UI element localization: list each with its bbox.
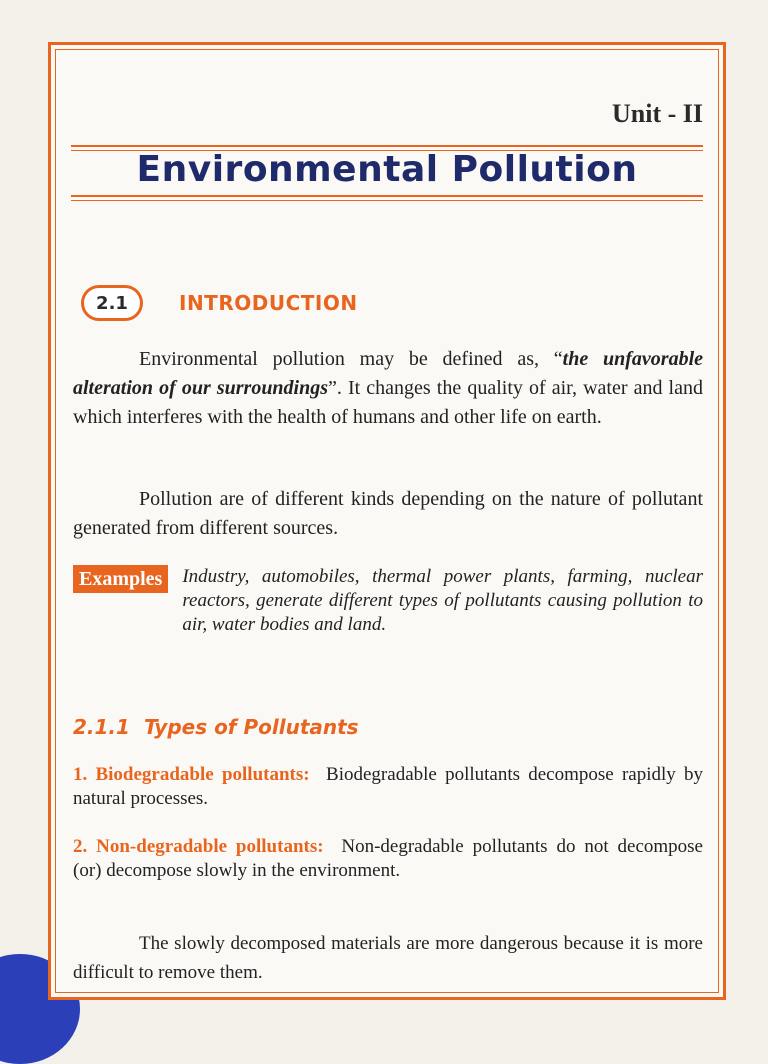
title-rule-bottom-thin (71, 200, 703, 201)
intro-text-after: ”. It changes the quality of air, water and land which interferes with the health of humans and other life on earth. (73, 377, 703, 428)
unit-label: Unit - II (611, 99, 703, 128)
kinds-text: Pollution are of different kinds depending on the nature of pollutant generated from different sources. (73, 488, 703, 539)
section-title: INTRODUCTION (179, 291, 358, 315)
section-heading (81, 285, 358, 321)
subsection-title: Types of Pollutants (143, 715, 359, 739)
intro-emphasis: the unfavorable alteration of our surroundings (73, 348, 704, 399)
section-number-badge: 2.1 (81, 285, 143, 321)
examples-text: Industry, automobiles, thermal power plants, farming, nuclear reactors, generate different types of pollutants causing pollution to air, water bodies and land. (182, 566, 703, 635)
intro-paragraph (73, 345, 703, 432)
intro-text-before: Environmental pollution may be defined as, “ (139, 348, 563, 370)
kinds-paragraph (73, 485, 703, 543)
examples-box (73, 565, 703, 637)
chapter-title: Environmental Pollution (136, 149, 638, 190)
item-text: Biodegradable pollutants decompose rapidly by natural processes. (73, 764, 703, 809)
item-label: 2. Non-degradable pollutants: (73, 836, 324, 857)
list-item (73, 835, 703, 883)
closing-paragraph (73, 929, 703, 987)
title-rule-bottom (71, 195, 703, 197)
closing-text: The slowly decomposed materials are more dangerous because it is more difficult to remove them. (73, 933, 703, 983)
list-item (73, 763, 703, 811)
subsection-heading (73, 715, 359, 739)
item-text: Non-degradable pollutants do not decompose (or) decompose slowly in the environment. (73, 836, 703, 881)
subsection-number: 2.1.1 (73, 715, 130, 739)
examples-label: Examples (73, 565, 168, 593)
page-frame (48, 42, 726, 1000)
item-label: 1. Biodegradable pollutants: (73, 764, 310, 785)
title-rule-top (71, 145, 703, 147)
